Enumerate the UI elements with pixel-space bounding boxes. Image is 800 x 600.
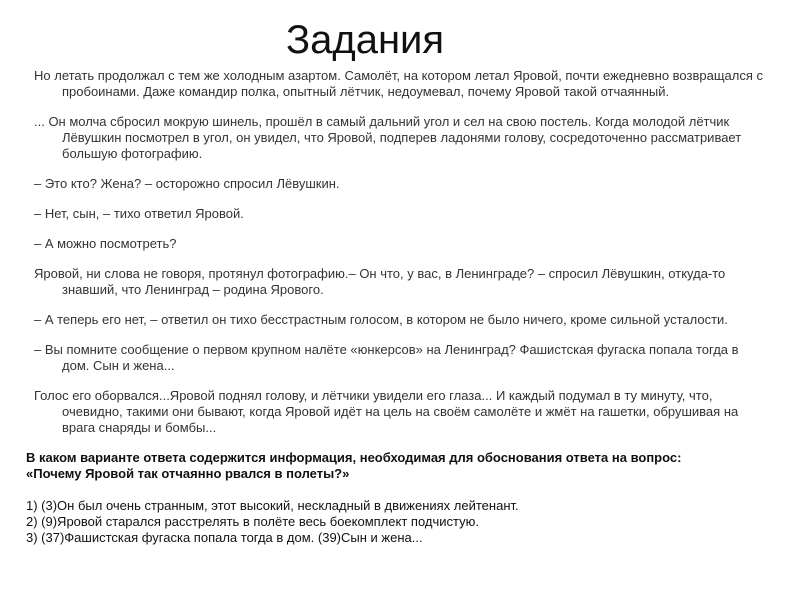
answer-option-1: 1) (3)Он был очень странным, этот высокий, нескладный в движениях лейтенант. — [26, 498, 519, 513]
paragraph-4: – Нет, сын, – тихо ответил Яровой. — [34, 206, 244, 221]
answer-options — [26, 498, 756, 546]
paragraph-5: – А можно посмотреть? — [34, 236, 177, 251]
text-body — [26, 68, 764, 546]
paragraph-9: Голос его оборвался...Яровой поднял голову, и лётчики увидели его глаза... И каждый подумал в ту минуту, что, очевидно, такими они бывают, когда Яровой идёт на цель на своём самолёте и жмёт на гашетки, обрушивая на врага снаряды и бомбы... — [34, 388, 739, 435]
paragraph-6: Яровой, ни слова не говоря, протянул фотографию.– Он что, у вас, в Ленинграде? – спросил Лёвушкин, откуда-то знавший, что Ленинград – родина Ярового. — [34, 266, 726, 297]
question-line-2: «Почему Яровой так отчаянно рвался в полеты?» — [26, 466, 350, 481]
answer-option-2: 2) (9)Яровой старался расстрелять в полёте весь боекомплект подчистую. — [26, 514, 479, 529]
question-line-1: В каком варианте ответа содержится информация, необходимая для обоснования ответа на вопрос: — [26, 450, 682, 465]
question — [26, 450, 756, 482]
paragraph-3: – Это кто? Жена? – осторожно спросил Лёвушкин. — [34, 176, 340, 191]
paragraph-2: ... Он молча сбросил мокрую шинель, прошёл в самый дальний угол и сел на свою постель. Когда молодой лётчик Лёвушкин посмотрел в угол, он увидел, что Яровой, подперев ладонями голову, сосредоточенно рассматривает большую фотографию. — [34, 114, 742, 161]
paragraph-7: – А теперь его нет, – ответил он тихо бесстрастным голосом, в котором не было ничего, кроме сильной усталости. — [34, 312, 728, 327]
page-title: Задания — [285, 18, 445, 62]
paragraph-8: – Вы помните сообщение о первом крупном налёте «юнкерсов» на Ленинград? Фашистская фугаска попала тогда в дом. Сын и жена... — [34, 342, 739, 373]
paragraph-1: Но летать продолжал с тем же холодным азартом. Самолёт, на котором летал Яровой, почти ежедневно возвращался с пробоинами. Даже командир полка, опытный лётчик, недоумевал, почему Яровой такой отчаянный. — [34, 68, 763, 99]
answer-option-3: 3) (37)Фашистская фугаска попала тогда в дом. (39)Сын и жена... — [26, 530, 423, 545]
